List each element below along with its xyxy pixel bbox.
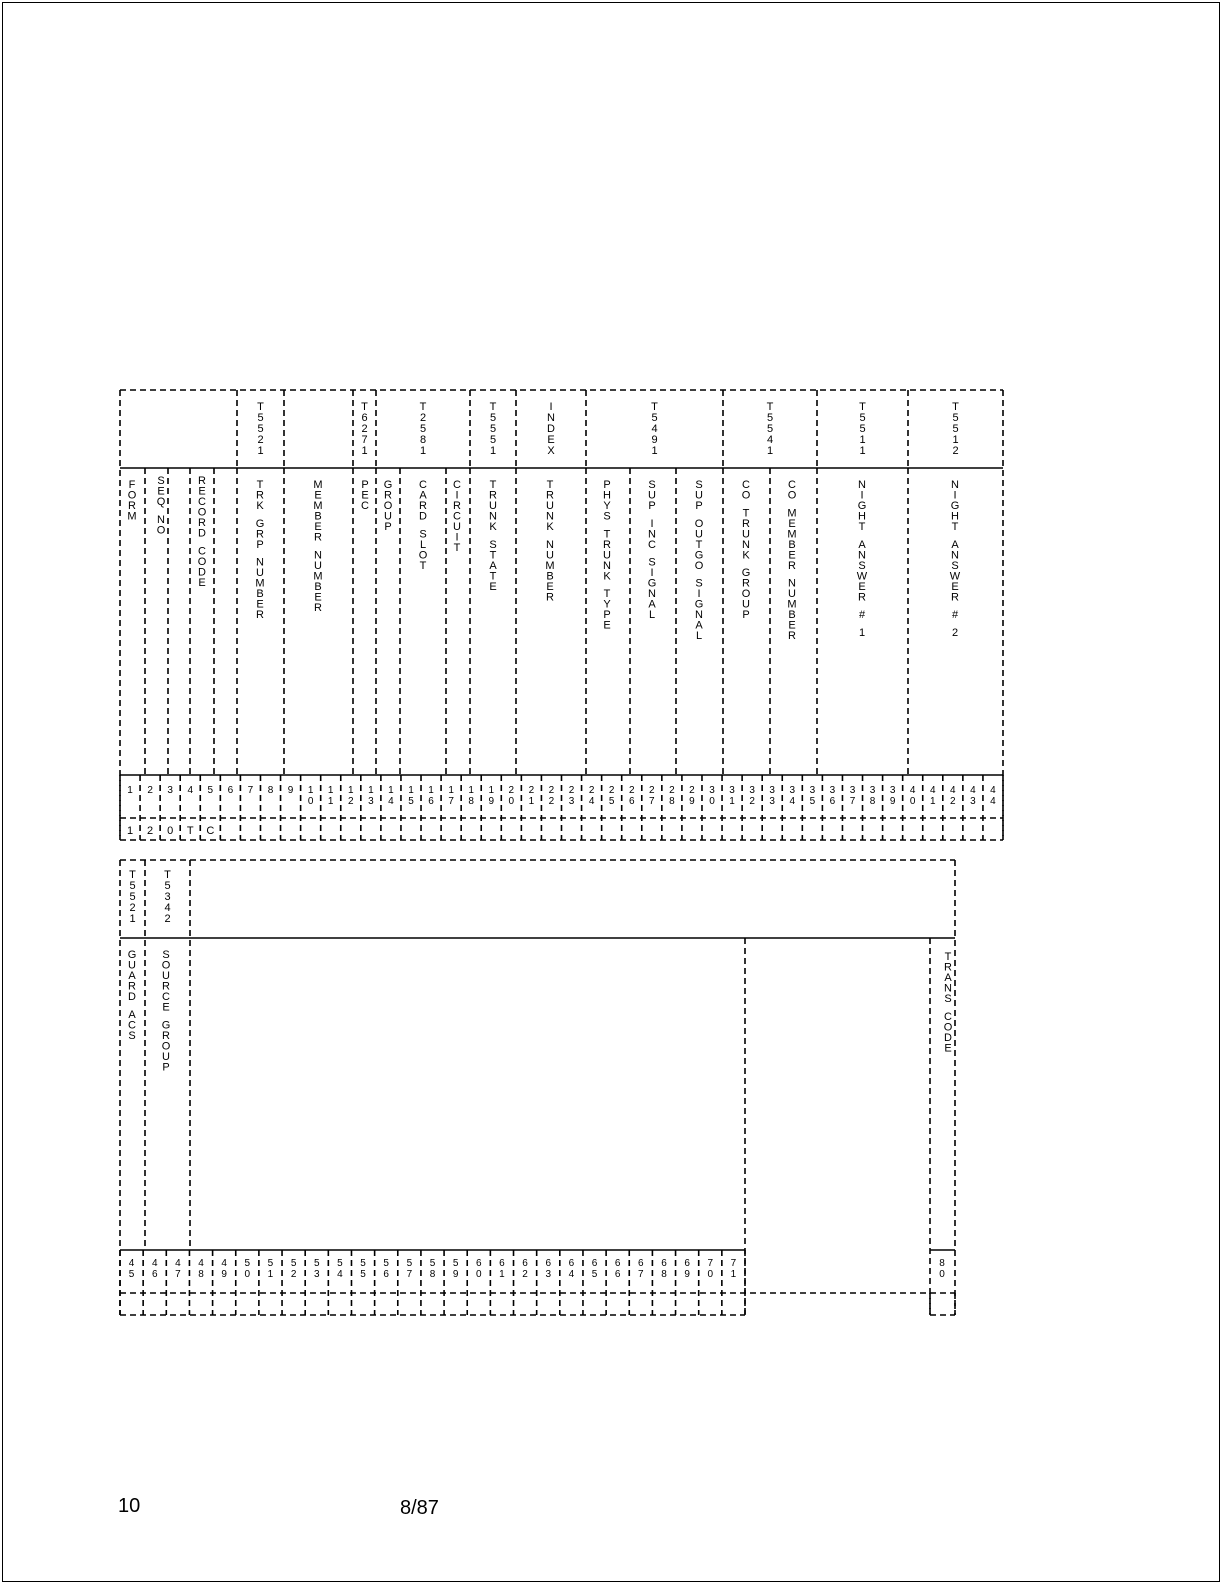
column-number: 7 [247,785,254,796]
column-number: 6 8 [661,1258,667,1280]
form-1 [120,390,1003,840]
field-label: C O M E M B E R N U M B E R [787,479,797,643]
column-number: 6 6 [614,1258,621,1280]
column-number: 5 9 [452,1258,459,1280]
column-number: 2 4 [588,785,595,807]
column-number: 6 1 [499,1258,505,1280]
field-label: S U P O U T G O S I G N A L [694,479,704,643]
column-number: 4 6 [151,1258,158,1280]
column-number: 1 6 [428,785,434,807]
column-number: 3 [167,785,173,796]
column-number: 3 0 [709,785,715,807]
table-code: T 6 2 7 1 [361,401,368,457]
column-number: 3 2 [749,785,755,807]
column-number: 3 4 [789,785,796,807]
column-number: 7 1 [730,1258,737,1280]
field-label: S O U R C E G R O U P [161,949,171,1074]
table-code: T 5 5 4 1 [766,401,774,457]
column-number: 5 3 [313,1258,320,1280]
column-number: 5 6 [383,1258,389,1280]
column-number: 4 8 [198,1258,204,1280]
column-number: 6 9 [684,1258,690,1280]
footer-date: 8/87 [400,1497,439,1519]
column-number: 2 0 [508,785,515,807]
prefilled-value: T [186,825,194,837]
column-number: 1 4 [388,785,394,807]
column-number: 6 [227,785,234,796]
column-number: 3 7 [849,785,856,807]
column-number: 4 7 [175,1258,181,1280]
column-number: 5 0 [244,1258,251,1280]
column-number: 1 8 [468,785,474,807]
field-label: S E Q N O [156,475,166,537]
column-number: 1 3 [368,785,374,807]
column-number: 4 1 [929,785,936,807]
field-label: C I R C U I T [453,479,461,554]
column-number: 6 2 [522,1258,528,1280]
column-number: 7 0 [707,1258,714,1280]
column-number: 8 [267,785,274,796]
column-number: 9 [287,785,294,796]
field-label: T R U N K N U M B E R [545,479,555,604]
column-number: 4 9 [221,1258,227,1280]
column-number: 2 9 [689,785,695,807]
column-number: 3 3 [769,785,775,807]
column-number: 3 5 [809,785,816,807]
column-number: 4 [187,785,194,796]
column-number: 2 7 [649,785,655,807]
column-number: 2 2 [548,785,555,807]
field-label: F O R M [127,479,137,523]
field-label: P H Y S T R U N K T Y P E [603,479,611,632]
column-number: 1 5 [408,785,414,807]
column-number: 4 5 [128,1258,135,1280]
field-label: C O T R U N K G R O U P [741,479,751,622]
field-label: T R A N S C O D E [943,951,953,1055]
column-number: 4 3 [970,785,976,807]
column-number: 3 6 [829,785,836,807]
table-code: I N D E X [547,401,555,457]
column-number: 5 2 [290,1258,297,1280]
column-number: 2 1 [528,785,535,807]
column-number: 1 [127,785,133,796]
column-number: 2 6 [628,785,635,807]
column-number: 1 9 [488,785,495,807]
prefilled-value: 2 [147,825,154,837]
table-code: T 2 5 8 1 [419,401,427,457]
prefilled-value: 0 [167,825,174,837]
field-label: C A R D S L O T [418,479,428,572]
column-number: 1 7 [448,785,454,807]
prefilled-value: 1 [126,825,134,837]
column-number: 3 8 [869,785,876,807]
field-label: G U A R D A C S [127,949,137,1042]
column-number: 4 4 [990,785,996,807]
table-code: T 5 5 2 1 [257,401,264,457]
column-number: 6 4 [568,1258,575,1280]
column-number: 5 4 [337,1258,343,1280]
field-label: M E M B E R N U M B E R [313,479,323,614]
page-number: 10 [118,1495,141,1517]
column-number: 5 1 [267,1258,274,1280]
field-label: N I G H T A N S W E R # 2 [949,479,961,640]
prefilled-value: C [206,825,215,837]
column-number: 2 8 [669,785,675,807]
column-number: 1 1 [327,785,334,807]
field-label: S U P I N C S I G N A L [647,479,657,622]
column-number: 6 0 [476,1258,482,1280]
column-number: 5 [207,785,214,796]
field-label: P E C [361,479,369,512]
column-number: 1 2 [348,785,354,807]
column-number: 1 0 [307,785,314,807]
column-number-80: 8 0 [939,1258,945,1280]
table-code: T 5 4 9 1 [651,401,658,457]
column-number: 5 8 [429,1258,436,1280]
column-number: 2 3 [568,785,575,807]
field-label: T R U N K S T A T E [489,479,497,593]
table-code: T 5 5 2 1 [129,869,136,925]
table-code: T 5 3 4 2 [164,869,171,925]
column-number: 6 7 [638,1258,644,1280]
column-number: 5 5 [360,1258,366,1280]
column-number: 3 9 [889,785,896,807]
column-number: 5 7 [406,1258,413,1280]
column-number: 2 [147,785,153,796]
table-code: T 5 5 1 1 [859,401,866,457]
field-label: G R O U P [383,479,393,533]
table-code: T 5 5 1 2 [952,401,959,457]
column-number: 4 2 [950,785,956,807]
column-number: 4 0 [909,785,916,807]
form-2 [120,860,955,1315]
field-label: T R K G R P N U M B E R [255,479,265,622]
table-code: T 5 5 5 1 [489,401,497,457]
field-label: R E C O R D C O D E [197,475,207,589]
column-number: 3 1 [729,785,735,807]
column-number: 6 3 [545,1258,552,1280]
field-label: N I G H T A N S W E R # 1 [856,479,868,640]
column-number: 2 5 [608,785,615,807]
column-number: 6 5 [591,1258,598,1280]
